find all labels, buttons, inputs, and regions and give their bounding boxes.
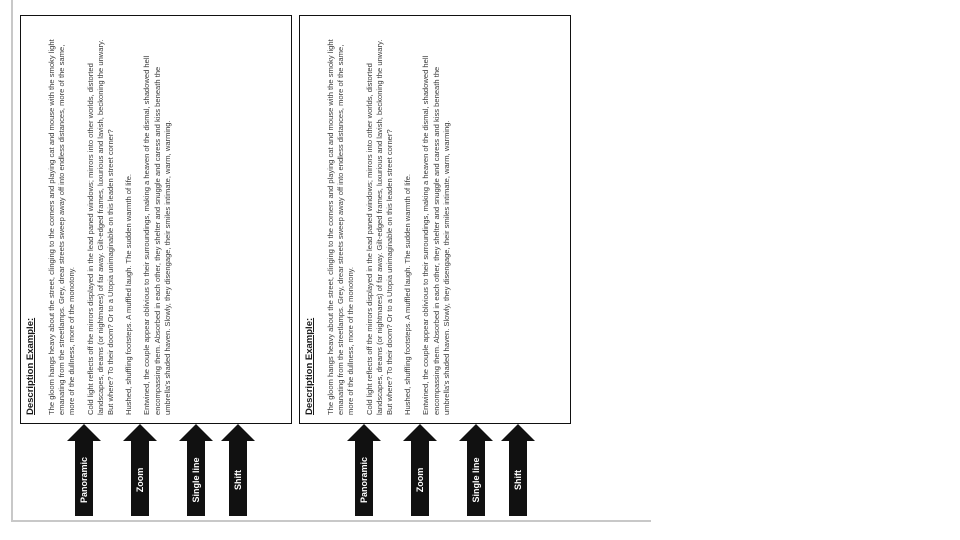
document-paragraph: Hushed, shuffling footsteps. A muffled laugh. The sudden warmth of life. <box>124 173 134 415</box>
document-paragraph: The gloom hangs heavy about the street, clinging to the corners and playing cat and mouse with the smoky light emanating from the streetlamps. Grey, drear streets sweep away off into endless distances, more of the same, more of the dullness, more of the monotony. <box>326 39 356 415</box>
document-text-column <box>300 23 570 423</box>
document-paragraph: The gloom hangs heavy about the street, clinging to the corners and playing cat and mouse with the smoky light emanating from the streetlamps. Grey, drear streets sweep away off into endless distances, more of the same, more of the dullness, more of the monotony. <box>47 39 77 415</box>
rotated-document-page <box>20 15 292 424</box>
arrow-label: Single line <box>191 457 201 503</box>
document-paragraph: Hushed, shuffling footsteps. A muffled laugh. The sudden warmth of life. <box>403 173 413 415</box>
zoom-arrow-button[interactable] <box>123 424 157 516</box>
arrow-label: Shift <box>513 470 523 490</box>
zoom-arrow-button[interactable] <box>403 424 437 516</box>
panoramic-arrow-button[interactable] <box>67 424 101 516</box>
document-title: Description Example: <box>25 317 36 415</box>
shift-arrow-button[interactable] <box>221 424 255 516</box>
single-line-arrow-button[interactable] <box>459 424 493 516</box>
arrow-label: Zoom <box>415 467 425 493</box>
document-paragraph: Entwined, the couple appear oblivious to their surroundings, making a heaven of the dismal, shadowed hell encompassing them. Absorbed in each other, they shelter and snuggle and caress and kiss beneath the umbrella's shaded haven. Slowly, they disengage, their smiles intimate, warm, warming. <box>421 55 451 415</box>
document-paragraph: Cold light reflects off the mirrors displayed in the lead paned windows; mirrors into other worlds, distorted landscapes, dreams (or nightmares) of far away. Gilt-edged frames, luxurious and lavish, beckoning the unwary. But where? To their doom? Or to a Utopia unimaginable on this leaden street corner? <box>364 39 395 415</box>
arrow-label: Zoom <box>135 467 145 493</box>
example-panel-left <box>0 0 300 540</box>
example-panel-right <box>280 0 580 540</box>
document-paragraph: Entwined, the couple appear oblivious to their surroundings, making a heaven of the dismal, shadowed hell encompassing them. Absorbed in each other, they shelter and snuggle and caress and kiss beneath the umbrella's shaded haven. Slowly, they disengage, their smiles intimate, warm, warming. <box>142 55 172 415</box>
document-text-column <box>21 23 291 423</box>
document-paragraph: Cold light reflects off the mirrors displayed in the lead paned windows; mirrors into other worlds, distorted landscapes, dreams (or nightmares) of far away. Gilt-edged frames, luxurious and lavish, beckoning the unwary. But where? To their doom? Or to a Utopia unimaginable on this leaden street corner? <box>85 39 116 415</box>
arrow-label: Shift <box>233 470 243 490</box>
arrow-label: Panoramic <box>79 456 89 504</box>
arrow-label: Single line <box>471 457 481 503</box>
single-line-arrow-button[interactable] <box>179 424 213 516</box>
shift-arrow-button[interactable] <box>501 424 535 516</box>
rotated-document-page <box>299 15 571 424</box>
arrow-label: Panoramic <box>359 456 369 504</box>
document-title: Description Example: <box>304 317 315 415</box>
panoramic-arrow-button[interactable] <box>347 424 381 516</box>
